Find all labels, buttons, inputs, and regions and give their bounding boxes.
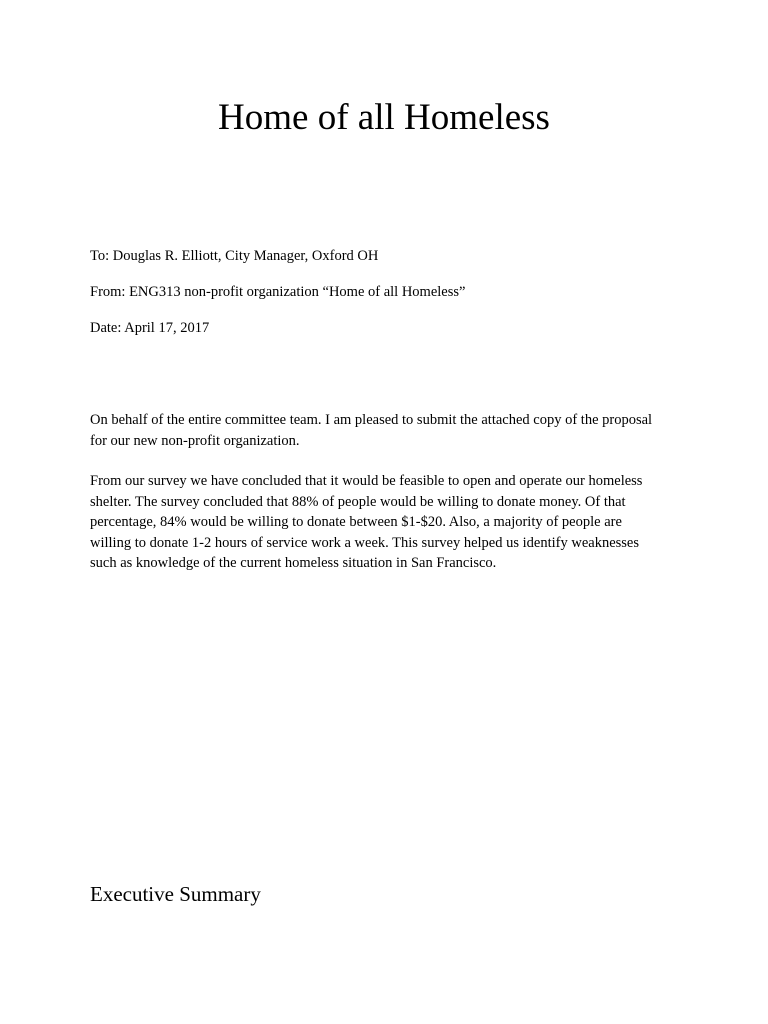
paragraph-line: On behalf of the entire committee team. I am pleased to submit the attached copy of the proposal — [90, 412, 653, 428]
paragraph-line: for our new non-profit organization. — [90, 432, 300, 449]
memo-date-line: Date: April 17, 2017 — [90, 320, 210, 336]
executive-summary-heading: Executive Summary — [90, 882, 261, 906]
memo-to-line: To: Douglas R. Elliott, City Manager, Oxford OH — [90, 248, 379, 264]
paragraph-line: such as knowledge of the current homeless situation in San Francisco. — [90, 555, 497, 571]
paragraph-line: percentage, 84% would be willing to donate between $1-$20. Also, a majority of people are — [90, 514, 622, 530]
memo-from-line: From: ENG313 non-profit organization “Home of all Homeless” — [90, 284, 466, 300]
paragraph-line: shelter. The survey concluded that 88% of people would be willing to donate money. Of that — [90, 493, 626, 510]
paragraph-line: willing to donate 1-2 hours of service work a week. This survey helped us identify weaknesses — [90, 534, 639, 551]
intro-paragraph — [90, 410, 690, 451]
survey-paragraph — [90, 471, 690, 574]
document-title: Home of all Homeless — [218, 97, 550, 138]
paragraph-line: From our survey we have concluded that it would be feasible to open and operate our homeless — [90, 473, 643, 489]
